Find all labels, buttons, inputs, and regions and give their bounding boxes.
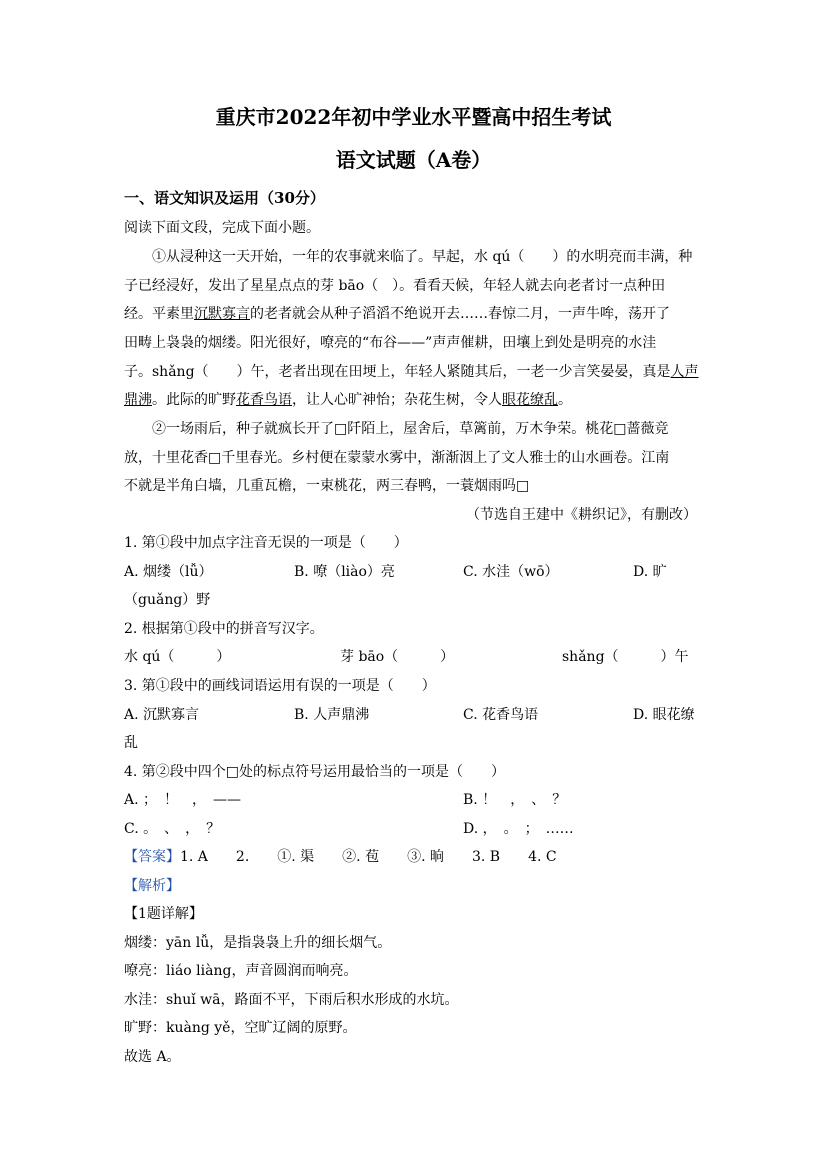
passage-p2-line3: 不就是半角白墙，几重瓦檐，一束桃花，两三春鸭，一蓑烟雨吗□ [124,478,530,494]
q3-option-c: C. 花香鸟语 [463,707,539,723]
question-1-stem: 1. 第①段中加点字注音无误的一项是（ ） [124,535,408,551]
question-4-stem: 4. 第②段中四个□处的标点符号运用最恰当的一项是（ ） [124,764,506,780]
underlined-phrase: 人声 [670,364,699,380]
section-heading: 一、语文知识及运用（30分） [124,189,325,207]
q4-option-b: B. ！ ， 、 ？ [463,792,567,808]
q3-option-d-cont: 乱 [124,735,138,751]
underlined-phrase: 沉默寡言 [194,306,250,322]
analysis-tag: 【解析】 [124,878,180,894]
detail-line: 故选 A。 [124,1049,181,1065]
text-run: ，让人心旷神怡；杂花生树，令人 [292,392,502,408]
passage-p1-line3 [124,304,670,324]
question-3-stem: 3. 第①段中的画线词语运用有误的一项是（ ） [124,678,436,694]
text-run: 。此际的旷野 [152,392,236,408]
underlined-phrase: 眼花缭乱 [502,392,558,408]
detail-line: 旷野：kuàng yě，空旷辽阔的原野。 [124,1020,357,1036]
text-run: 子。shǎng（ ）午，老者出现在田埂上，年轻人紧随其后，一老一少言笑晏晏，真是 [124,364,671,380]
passage-p2-line1: ②一场雨后，种子就疯长开了□阡陌上，屋舍后，草篱前，万木争荣。桃花□蔷薇竞 [152,421,669,437]
passage-p1-line2: 子已经浸好，发出了星星点点的芽 bāo（ ）。看看天候，年轻人就去向老者讨一点种田 [124,278,666,294]
passage-p2-line2: 放，十里花香□千里春光。乡村便在蒙蒙水雾中，渐渐洇上了文人雅士的山水画卷。江南 [124,450,670,466]
text-run: 。 [558,392,572,408]
q1-option-d-cont: （guǎng）野 [124,592,211,608]
passage-p1-line1: ①从浸种这一天开始，一年的农事就来临了。早起，水 qú（ ）的水明亮而丰满，种 [152,249,693,265]
page-subtitle: 语文试题（A卷） [335,148,492,172]
answer-tag: 【答案】 [124,849,180,865]
question-2-stem: 2. 根据第①段中的拼音写汉字。 [124,621,324,637]
source-note: （节选自王建中《耕织记》，有删改） [466,507,697,523]
text-run: 的老者就会从种子滔滔不绝说开去……春惊二月，一声牛哞，荡开了 [250,306,670,322]
q2-blank-b: 芽 bāo（ ） [340,649,455,665]
detail-line: 水洼：shuǐ wā，路面不平，下雨后积水形成的水坑。 [124,992,459,1008]
detail-title: 【1题详解】 [124,906,203,922]
page-title: 重庆市2022年初中学业水平暨高中招生考试 [215,105,612,129]
q1-option-c: C. 水洼（wō） [463,564,559,580]
answer-text: 1. A 2. ①. 渠 ②. 苞 ③. 晌 3. B 4. C [180,849,557,865]
q4-option-d: D. ， 。 ； …… [463,821,574,837]
q1-option-a: A. 烟缕（lǚ） [124,564,213,580]
instruction-text: 阅读下面文段，完成下面小题。 [124,220,320,236]
passage-p1-line5 [124,362,699,382]
q3-option-b: B. 人声鼎沸 [294,707,370,723]
q4-option-c: C. 。 、 ， ？ [124,821,221,837]
detail-line: 烟缕：yān lǚ，是指袅袅上升的细长烟气。 [124,935,392,951]
underlined-phrase: 花香鸟语 [236,392,292,408]
q3-option-a: A. 沉默寡言 [124,707,200,723]
passage-p1-line6 [124,390,572,410]
q2-blank-a: 水 qú（ ） [124,649,231,665]
q2-blank-c: shǎng（ ）午 [562,649,689,665]
q1-option-b: B. 嘹（liào）亮 [294,564,395,580]
q1-option-d: D. 旷 [633,564,667,580]
q4-option-a: A. ； ！ ， —— [124,792,242,808]
underlined-phrase: 鼎沸 [124,392,152,408]
detail-line: 嘹亮：liáo liàng，声音圆润而响亮。 [124,963,358,979]
passage-p1-line4: 田畴上袅袅的烟缕。阳光很好，嘹亮的“布谷——”声声催耕，田壤上到处是明亮的水洼 [124,335,657,351]
text-run: 经。平素里 [124,306,194,322]
answer-line [124,847,557,867]
q3-option-d: D. 眼花缭 [633,707,695,723]
